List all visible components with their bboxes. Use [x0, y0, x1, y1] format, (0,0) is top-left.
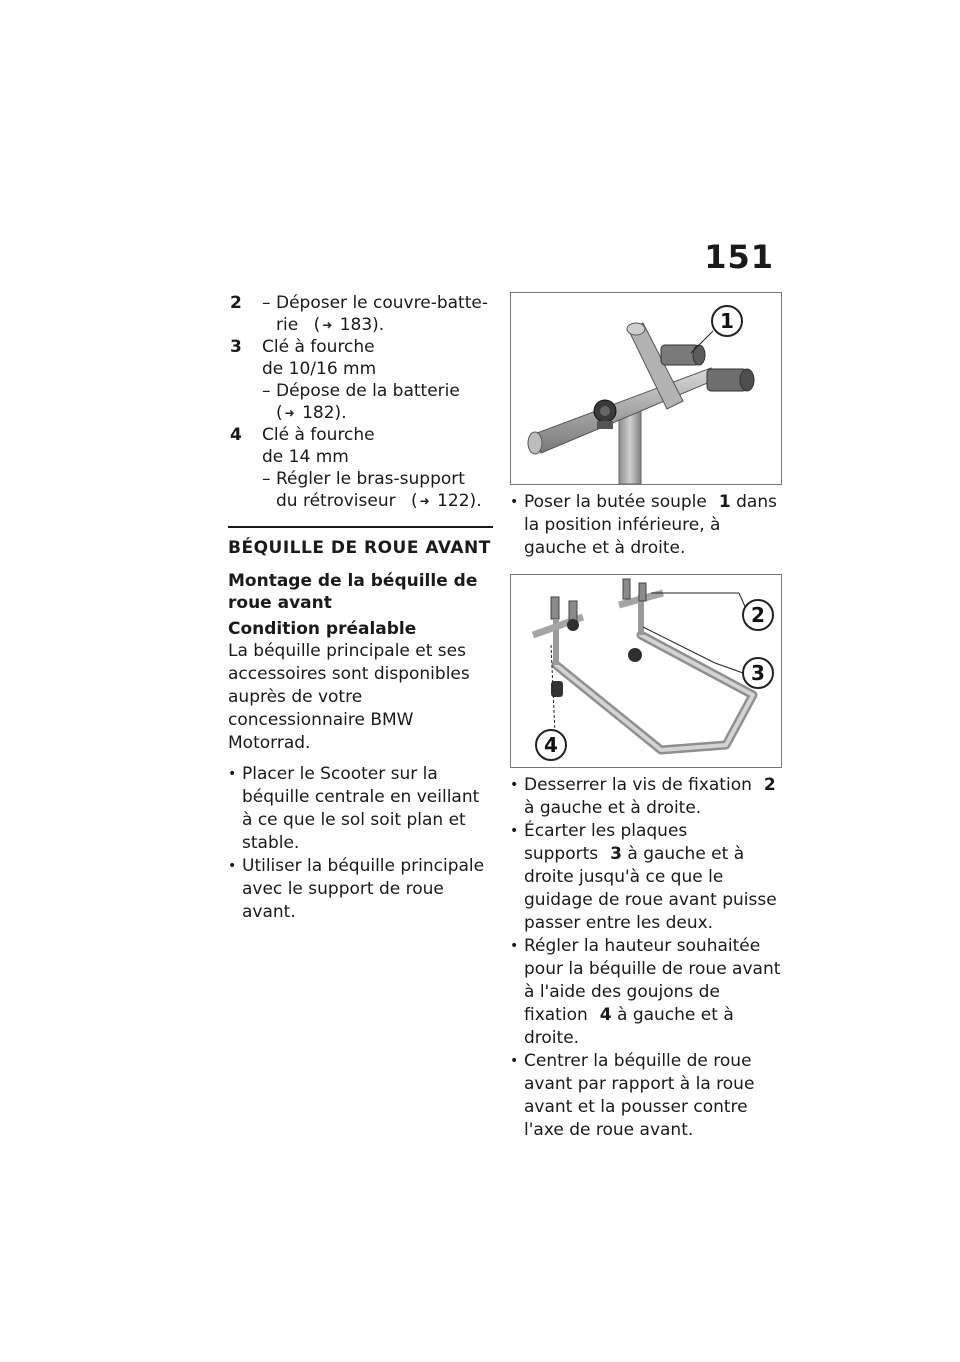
subsection-title: Montage de la béquille de roue avant — [228, 571, 478, 613]
callout-reference: 3 — [610, 844, 622, 864]
page-reference[interactable]: 182). — [302, 403, 347, 423]
reference-arrow-icon: ➜ — [419, 494, 430, 508]
bullet-icon: • — [510, 494, 519, 510]
reference-arrow-icon: ➜ — [284, 406, 295, 420]
callout-reference: 1 — [718, 492, 731, 512]
reference-arrow-icon: ➜ — [322, 318, 333, 332]
bullet-icon: • — [228, 858, 237, 874]
tool-size: de 10/16 mm — [262, 359, 377, 379]
figure-soft-stop — [510, 292, 782, 485]
callout-label: 4 — [544, 733, 558, 757]
tool-item — [228, 336, 493, 424]
tool-size: de 14 mm — [262, 447, 349, 467]
bullet-icon: • — [510, 777, 519, 793]
list-item: • Utiliser la béquille principale avec le support de roue avant. — [228, 856, 485, 922]
tool-action: – Déposer le couvre-batte- — [262, 293, 488, 313]
callout-reference: 4 — [599, 1005, 612, 1025]
tool-number: 4 — [230, 425, 242, 445]
left-column — [228, 292, 493, 924]
list-item: • Desserrer la vis de fixation 2 à gauche et à droite. — [510, 775, 776, 818]
page-number: 151 — [704, 238, 774, 276]
front-stand-detail-illustration — [511, 293, 781, 484]
tool-name: Clé à fourche — [262, 337, 375, 357]
bullet-icon: • — [228, 766, 237, 782]
right-column — [510, 292, 782, 1142]
list-item: • Poser la butée souple 1 dans la position inférieure, à gauche et à droite. — [510, 492, 777, 558]
page-reference[interactable]: 122). — [437, 491, 482, 511]
bullet-icon: • — [510, 1053, 519, 1069]
tool-number: 3 — [230, 337, 242, 357]
list-item: • Placer le Scooter sur la béquille centrale en veillant à ce que le sol soit plan et stable. — [228, 764, 480, 853]
bullet-icon: • — [510, 823, 519, 839]
tool-item — [228, 292, 493, 336]
section-divider — [228, 526, 493, 528]
figure-stand-adjustment — [510, 574, 782, 768]
tool-action-continued: rie ( ➜ 183). — [276, 315, 385, 335]
callout-label: 2 — [751, 603, 765, 627]
tool-action-continued: du rétroviseur ( ➜ 122). — [276, 491, 482, 511]
tool-action: – Dépose de la batterie — [262, 381, 460, 401]
condition-text: La béquille principale et ses accessoires sont disponibles auprès de votre concessionnaire BMW Motorrad. — [228, 641, 470, 753]
callout-reference: 2 — [763, 775, 776, 795]
page-reference[interactable]: 183). — [339, 315, 385, 335]
tool-name: Clé à fourche — [262, 425, 375, 445]
tool-action-reference: ( ➜ 182). — [276, 403, 347, 423]
list-item: • Écarter les plaques supports 3 à gauche et à droite jusqu'à ce que le guidage de roue avant puisse passer entre les deux. — [510, 821, 777, 933]
condition-title: Condition préalable — [228, 619, 417, 639]
figure2-step-list — [510, 774, 782, 1142]
section-title: BÉQUILLE DE ROUE AVANT — [228, 538, 491, 558]
bullet-icon: • — [510, 938, 519, 954]
callout-label: 1 — [720, 309, 734, 333]
tool-item — [228, 424, 493, 512]
tool-action: – Régler le bras-support — [262, 469, 465, 489]
list-item: • Centrer la béquille de roue avant par rapport à la roue avant et la pousser contre l'axe de roue avant. — [510, 1051, 755, 1140]
tool-number: 2 — [230, 293, 242, 313]
list-item: • Régler la hauteur souhaitée pour la béquille de roue avant à l'aide des goujons de fixation 4 à gauche et à droite. — [510, 936, 781, 1048]
left-step-list — [228, 763, 493, 924]
figure1-step-list — [510, 491, 782, 560]
callout-label: 3 — [751, 661, 765, 685]
front-stand-overview-illustration — [511, 575, 781, 767]
